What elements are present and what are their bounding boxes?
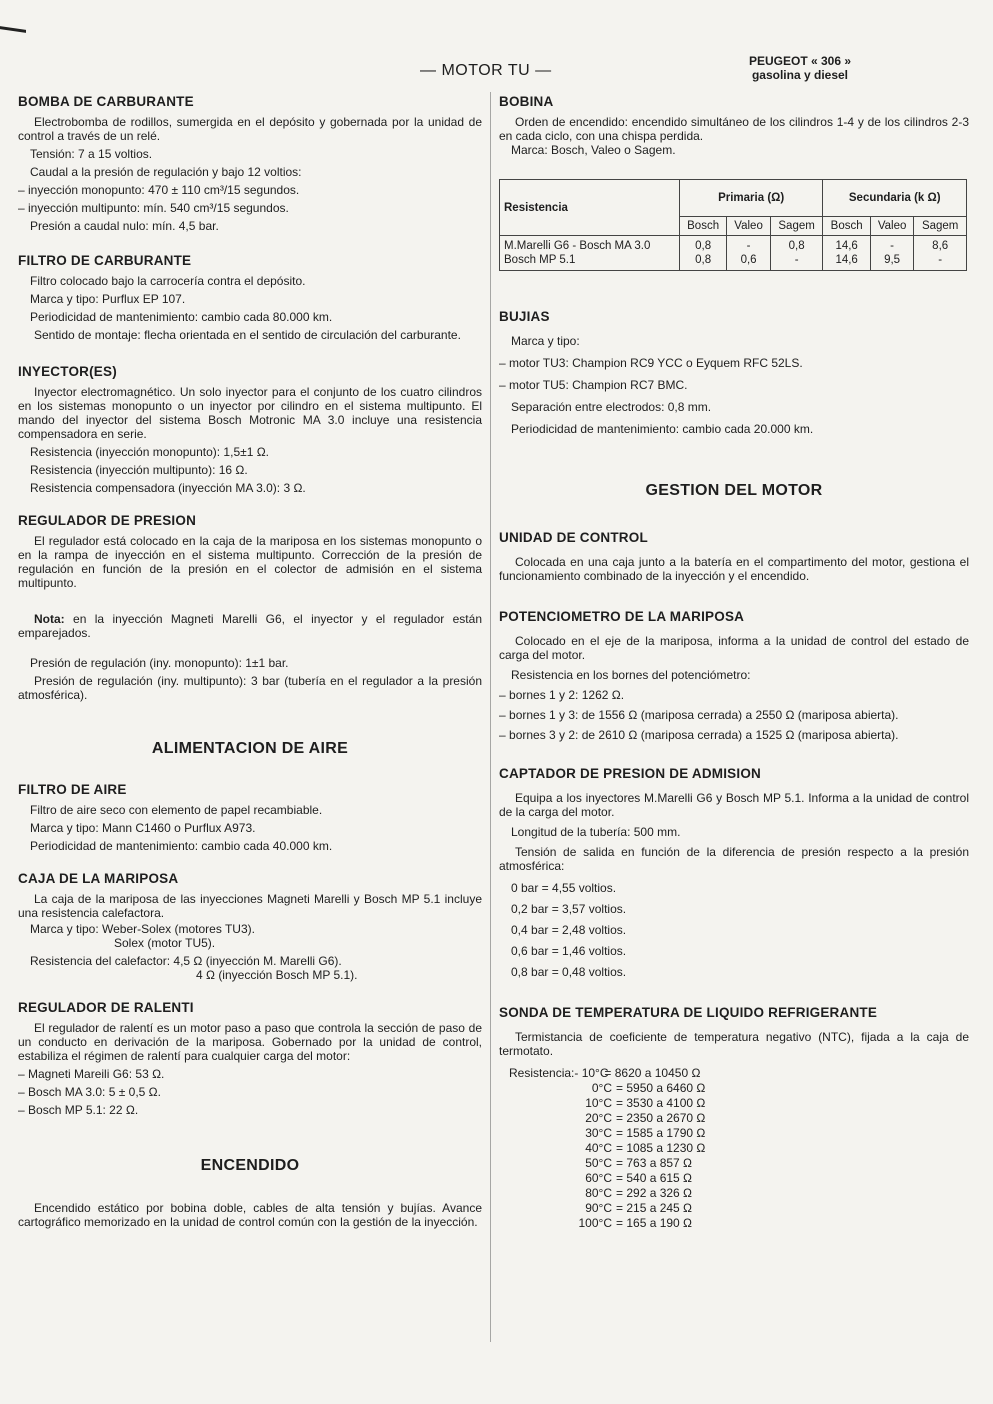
resistance-range: = 292 a 326 Ω (616, 1186, 693, 1200)
section-title: FILTRO DE CARBURANTE (18, 253, 192, 268)
paragraph: Colocada en una caja junto a la batería en el compartimento del motor, gestiona el funcionamiento combinado de la inyección y el encendido. (499, 555, 969, 583)
table-col-header: Sagem (914, 217, 967, 236)
paragraph: El regulador está colocado en la caja de la mariposa en los sistemas monopunto o en la rampa de inyección en el sistema multipunto. Corrección de la presión de regulación en función de la presión en el colector de admisión en el sistema multipunto. (18, 534, 482, 590)
spec-line: Filtro colocado bajo la carrocería contra el depósito. (30, 274, 306, 288)
table-group-secundaria: Secundaria (k Ω) (823, 180, 967, 217)
table-group-primaria: Primaria (Ω) (679, 180, 823, 217)
section-title: REGULADOR DE RALENTI (18, 1000, 194, 1015)
section-title: BUJIAS (499, 309, 550, 324)
spec-line: Resistencia del calefactor: 4,5 Ω (inyección M. Marelli G6). (30, 954, 342, 968)
section-sonda-temperatura (499, 1005, 969, 1231)
resistance-range: = 165 a 190 Ω (616, 1216, 693, 1230)
resistance-range: = 215 a 245 Ω (616, 1201, 693, 1215)
section-bobina (499, 94, 969, 157)
table-col-header: Bosch (679, 217, 726, 236)
resistance-row (509, 1141, 969, 1156)
section-title: BOMBA DE CARBURANTE (18, 94, 194, 109)
voltage-line: 0,2 bar = 3,57 voltios. (511, 902, 627, 916)
spec-line-continued: Solex (motor TU5). (114, 936, 216, 950)
cell-value: 0,8 (695, 254, 712, 266)
column-divider (490, 92, 491, 1342)
temperature-value: 10°C (585, 1096, 612, 1110)
table-cell (914, 236, 967, 271)
temperature-value: 50°C (585, 1156, 612, 1170)
temperature-value: 20°C (585, 1111, 612, 1125)
resistance-row (509, 1186, 969, 1201)
spec-line: Marca y tipo: (511, 334, 580, 348)
section-title: CAJA DE LA MARIPOSA (18, 871, 179, 886)
header-model-line2: gasolina y diesel (751, 68, 849, 82)
paragraph: La caja de la mariposa de las inyecciones Magneti Marelli y Bosch MP 5.1 incluye una resistencia calefactora. (18, 892, 482, 920)
voltage-line: 0 bar = 4,55 voltios. (511, 881, 617, 895)
resistance-row (509, 1126, 969, 1141)
coil-resistance-table (499, 179, 967, 271)
resistance-row (509, 1081, 969, 1096)
table-row-header: Resistencia (500, 180, 680, 236)
temperature-value: 80°C (585, 1186, 612, 1200)
resistance-row (509, 1201, 969, 1216)
table-cell (679, 236, 726, 271)
paragraph: Presión de regulación (iny. multipunto): 3 bar (tubería en el regulador a la presión atmosférica). (18, 674, 482, 702)
section-encendido (18, 1157, 482, 1229)
resistance-range: = 8620 a 10450 Ω (604, 1066, 701, 1080)
section-captador-presion (499, 766, 969, 979)
table-row-label: Bosch MP 5.1 (504, 254, 576, 266)
spec-line: Caudal a la presión de regulación y bajo 12 voltios: (30, 165, 302, 179)
temperature-value: 40°C (585, 1141, 612, 1155)
spec-line: Marca y tipo: Purflux EP 107. (30, 292, 186, 306)
list-item: – motor TU5: Champion RC7 BMC. (499, 378, 969, 392)
section-filtro-aire (18, 782, 482, 853)
list-item: – bornes 1 y 2: 1262 Ω. (499, 688, 969, 702)
section-title: REGULADOR DE PRESION (18, 513, 197, 528)
cell-value: 9,5 (884, 254, 901, 266)
section-title: FILTRO DE AIRE (18, 782, 127, 797)
table-row (500, 236, 967, 271)
note-text: en la inyección Magneti Marelli G6, el inyector y el regulador están emparejados. (18, 612, 482, 640)
chapter-title: ALIMENTACION DE AIRE (151, 740, 349, 757)
temperature-value: 100°C (578, 1216, 612, 1230)
voltage-line: 0,8 bar = 0,48 voltios. (511, 965, 627, 979)
cell-value: 14,6 (835, 254, 858, 266)
resistance-header (509, 1066, 969, 1081)
section-gestion-motor (499, 482, 969, 500)
resistance-range: = 540 a 615 Ω (616, 1171, 693, 1185)
cell-value: - (938, 254, 943, 266)
resistance-row (509, 1171, 969, 1186)
right-column (499, 92, 969, 1231)
running-header: — MOTOR TU — (420, 62, 552, 79)
section-bomba (18, 94, 482, 233)
spec-line: Periodicidad de mantenimiento: cambio cada 80.000 km. (30, 310, 333, 324)
voltage-line: 0,6 bar = 1,46 voltios. (511, 944, 627, 958)
section-title: UNIDAD DE CONTROL (499, 530, 648, 545)
section-title: BOBINA (499, 94, 554, 109)
paragraph: Orden de encendido: encendido simultáneo de los cilindros 1-4 y de los cilindros 2-3 en cada ciclo, con una chispa perdida. (499, 115, 969, 143)
temperature-value: 90°C (585, 1201, 612, 1215)
spec-line: Resistencia en los bornes del potenciómetro: (511, 668, 751, 682)
resistance-range: = 763 a 857 Ω (616, 1156, 693, 1170)
resistance-range: = 5950 a 6460 Ω (616, 1081, 706, 1095)
section-regulador-presion (18, 513, 482, 702)
list-item: – Bosch MP 5.1: 22 Ω. (18, 1103, 482, 1117)
cell-value: 14,6 (835, 240, 858, 252)
temperature-value: 30°C (585, 1126, 612, 1140)
chapter-title: ENCENDIDO (200, 1157, 300, 1174)
spec-line: Marca: Bosch, Valeo o Sagem. (511, 143, 676, 157)
table-cell (500, 236, 680, 271)
table-cell (823, 236, 870, 271)
spec-line: Resistencia compensadora (inyección MA 3.0): 3 Ω. (30, 481, 306, 495)
temperature-value: 0°C (591, 1081, 612, 1095)
cell-value: - (794, 254, 799, 266)
voltage-line: 0,4 bar = 2,48 voltios. (511, 923, 627, 937)
list-item: – motor TU3: Champion RC9 YCC o Eyquem RFC 52LS. (499, 356, 969, 370)
section-potenciometro (499, 609, 969, 742)
resistance-table (509, 1066, 969, 1231)
table-row-label: M.Marelli G6 - Bosch MA 3.0 (504, 240, 651, 252)
cell-value: - (746, 240, 751, 252)
spec-line: Periodicidad de mantenimiento: cambio cada 40.000 km. (30, 839, 333, 853)
cell-value: 8,6 (932, 240, 949, 252)
temperature-value: 60°C (585, 1171, 612, 1185)
temperature-value: - 10°C (574, 1066, 609, 1080)
table-cell (770, 236, 823, 271)
left-column (18, 92, 482, 1229)
paragraph: El regulador de ralentí es un motor paso a paso que controla la sección de paso de un conducto en derivación de la mariposa. Gobernado por la unidad de control, estabiliza el régimen de ralentí para cualquier carga del motor: (18, 1021, 482, 1063)
note-label: Nota: (34, 612, 65, 626)
spec-line: Separación entre electrodos: 0,8 mm. (511, 400, 712, 414)
paragraph: Termistancia de coeficiente de temperatura negativo (NTC), fijada a la caja de termotato. (499, 1030, 969, 1058)
spec-line: Periodicidad de mantenimiento: cambio cada 20.000 km. (511, 422, 814, 436)
paragraph: Electrobomba de rodillos, sumergida en el depósito y gobernada por la unidad de control a través de un relé. (18, 115, 482, 143)
spec-line: Presión de regulación (iny. monopunto): 1±1 bar. (30, 656, 289, 670)
spec-line: Marca y tipo: Weber-Solex (motores TU3). (30, 922, 255, 936)
paragraph: Encendido estático por bobina doble, cables de alta tensión y bujías. Avance cartográfico memorizado en la unidad de control común con la gestión de la inyección. (18, 1201, 482, 1229)
section-title: CAPTADOR DE PRESION DE ADMISION (499, 766, 761, 781)
cell-value: 0,8 (788, 240, 805, 252)
section-title: POTENCIOMETRO DE LA MARIPOSA (499, 609, 745, 624)
note (18, 612, 482, 640)
header-model (735, 54, 865, 82)
resistance-row (509, 1111, 969, 1126)
chapter-title: GESTION DEL MOTOR (645, 482, 823, 499)
list-item: – bornes 1 y 3: de 1556 Ω (mariposa cerrada) a 2550 Ω (mariposa abierta). (499, 708, 969, 722)
section-title: INYECTOR(ES) (18, 364, 117, 379)
resistance-row (509, 1156, 969, 1171)
section-title: SONDA DE TEMPERATURA DE LIQUIDO REFRIGERANTE (499, 1005, 878, 1020)
cell-value: 0,6 (740, 254, 757, 266)
table-col-header: Valeo (727, 217, 770, 236)
list-item: – bornes 3 y 2: de 2610 Ω (mariposa cerrada) a 1525 Ω (mariposa abierta). (499, 728, 969, 742)
list-item: – inyección monopunto: 470 ± 110 cm³/15 segundos. (18, 183, 482, 197)
spec-line: Resistencia (inyección monopunto): 1,5±1 Ω. (30, 445, 270, 459)
page-edge-mark (0, 26, 26, 43)
table-cell (727, 236, 770, 271)
paragraph: Inyector electromagnético. Un solo inyector para el conjunto de los cuatro cilindros en los sistemas monopunto o un inyector por cilindro en el sistema multipunto. El mando del inyector del sistema Bosch Motronic MA 3.0 incluye una resistencia compensadora en serie. (18, 385, 482, 441)
list-item: – inyección multipunto: mín. 540 cm³/15 segundos. (18, 201, 482, 215)
resistance-label: Resistencia: (509, 1066, 575, 1080)
paragraph: Colocado en el eje de la mariposa, informa a la unidad de control del estado de carga del motor. (499, 634, 969, 662)
spec-line: Tensión: 7 a 15 voltios. (30, 147, 153, 161)
table-col-header: Sagem (770, 217, 823, 236)
paragraph: Tensión de salida en función de la diferencia de presión respecto a la presión atmosférica: (499, 845, 969, 873)
header-model-line1: PEUGEOT « 306 » (748, 54, 852, 68)
table-col-header: Valeo (870, 217, 913, 236)
resistance-range: = 1085 a 1230 Ω (616, 1141, 706, 1155)
resistance-range: = 2350 a 2670 Ω (616, 1111, 706, 1125)
spec-line-continued: 4 Ω (inyección Bosch MP 5.1). (196, 968, 358, 982)
section-unidad-control (499, 530, 969, 583)
list-item: – Magneti Mareili G6: 53 Ω. (18, 1067, 482, 1081)
section-alimentacion-aire (18, 740, 482, 758)
spec-line: Filtro de aire seco con elemento de papel recambiable. (30, 803, 323, 817)
resistance-row (509, 1216, 969, 1231)
spec-line: Marca y tipo: Mann C1460 o Purflux A973. (30, 821, 256, 835)
spec-line: Resistencia (inyección multipunto): 16 Ω. (30, 463, 248, 477)
table-cell (870, 236, 913, 271)
cell-value: - (890, 240, 895, 252)
resistance-range: = 3530 a 4100 Ω (616, 1096, 706, 1110)
section-filtro-carburante (18, 253, 482, 342)
list-item: – Bosch MA 3.0: 5 ± 0,5 Ω. (18, 1085, 482, 1099)
section-inyector (18, 364, 482, 495)
section-bujias (499, 309, 969, 436)
table-header-row (500, 180, 967, 217)
section-regulador-ralenti (18, 1000, 482, 1117)
paragraph: Equipa a los inyectores M.Marelli G6 y Bosch MP 5.1. Informa a la unidad de control de la carga del motor. (499, 791, 969, 819)
spec-line: Presión a caudal nulo: mín. 4,5 bar. (30, 219, 219, 233)
spec-line: Longitud de la tubería: 500 mm. (511, 825, 681, 839)
table-col-header: Bosch (823, 217, 870, 236)
resistance-row (509, 1096, 969, 1111)
section-caja-mariposa (18, 871, 482, 982)
paragraph: Sentido de montaje: flecha orientada en el sentido de circulación del carburante. (34, 328, 461, 342)
cell-value: 0,8 (695, 240, 712, 252)
resistance-range: = 1585 a 1790 Ω (616, 1126, 706, 1140)
